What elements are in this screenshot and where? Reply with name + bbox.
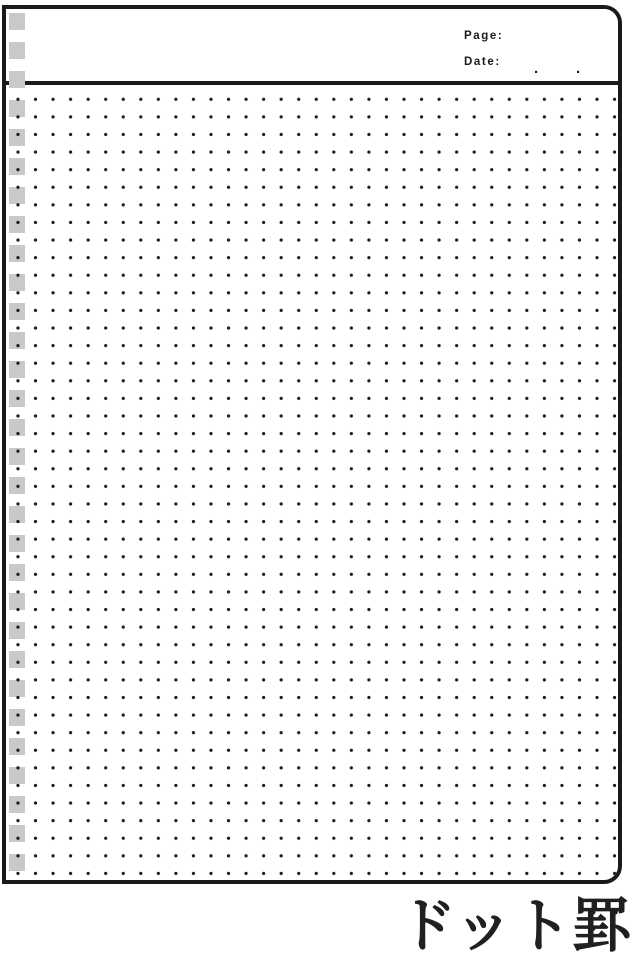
- date-separator-dot: .: [576, 60, 581, 77]
- date-field-row: [464, 55, 581, 81]
- notepad-page: [2, 5, 622, 884]
- date-separator-dot: .: [534, 60, 539, 77]
- page-header: [6, 9, 618, 85]
- page-field-row: [464, 29, 503, 55]
- date-label: Date:: [464, 56, 501, 68]
- header-fields: [464, 29, 581, 81]
- dot-grid: [6, 85, 618, 880]
- page-label: Page:: [464, 30, 504, 42]
- product-caption: ドット罫: [397, 891, 631, 960]
